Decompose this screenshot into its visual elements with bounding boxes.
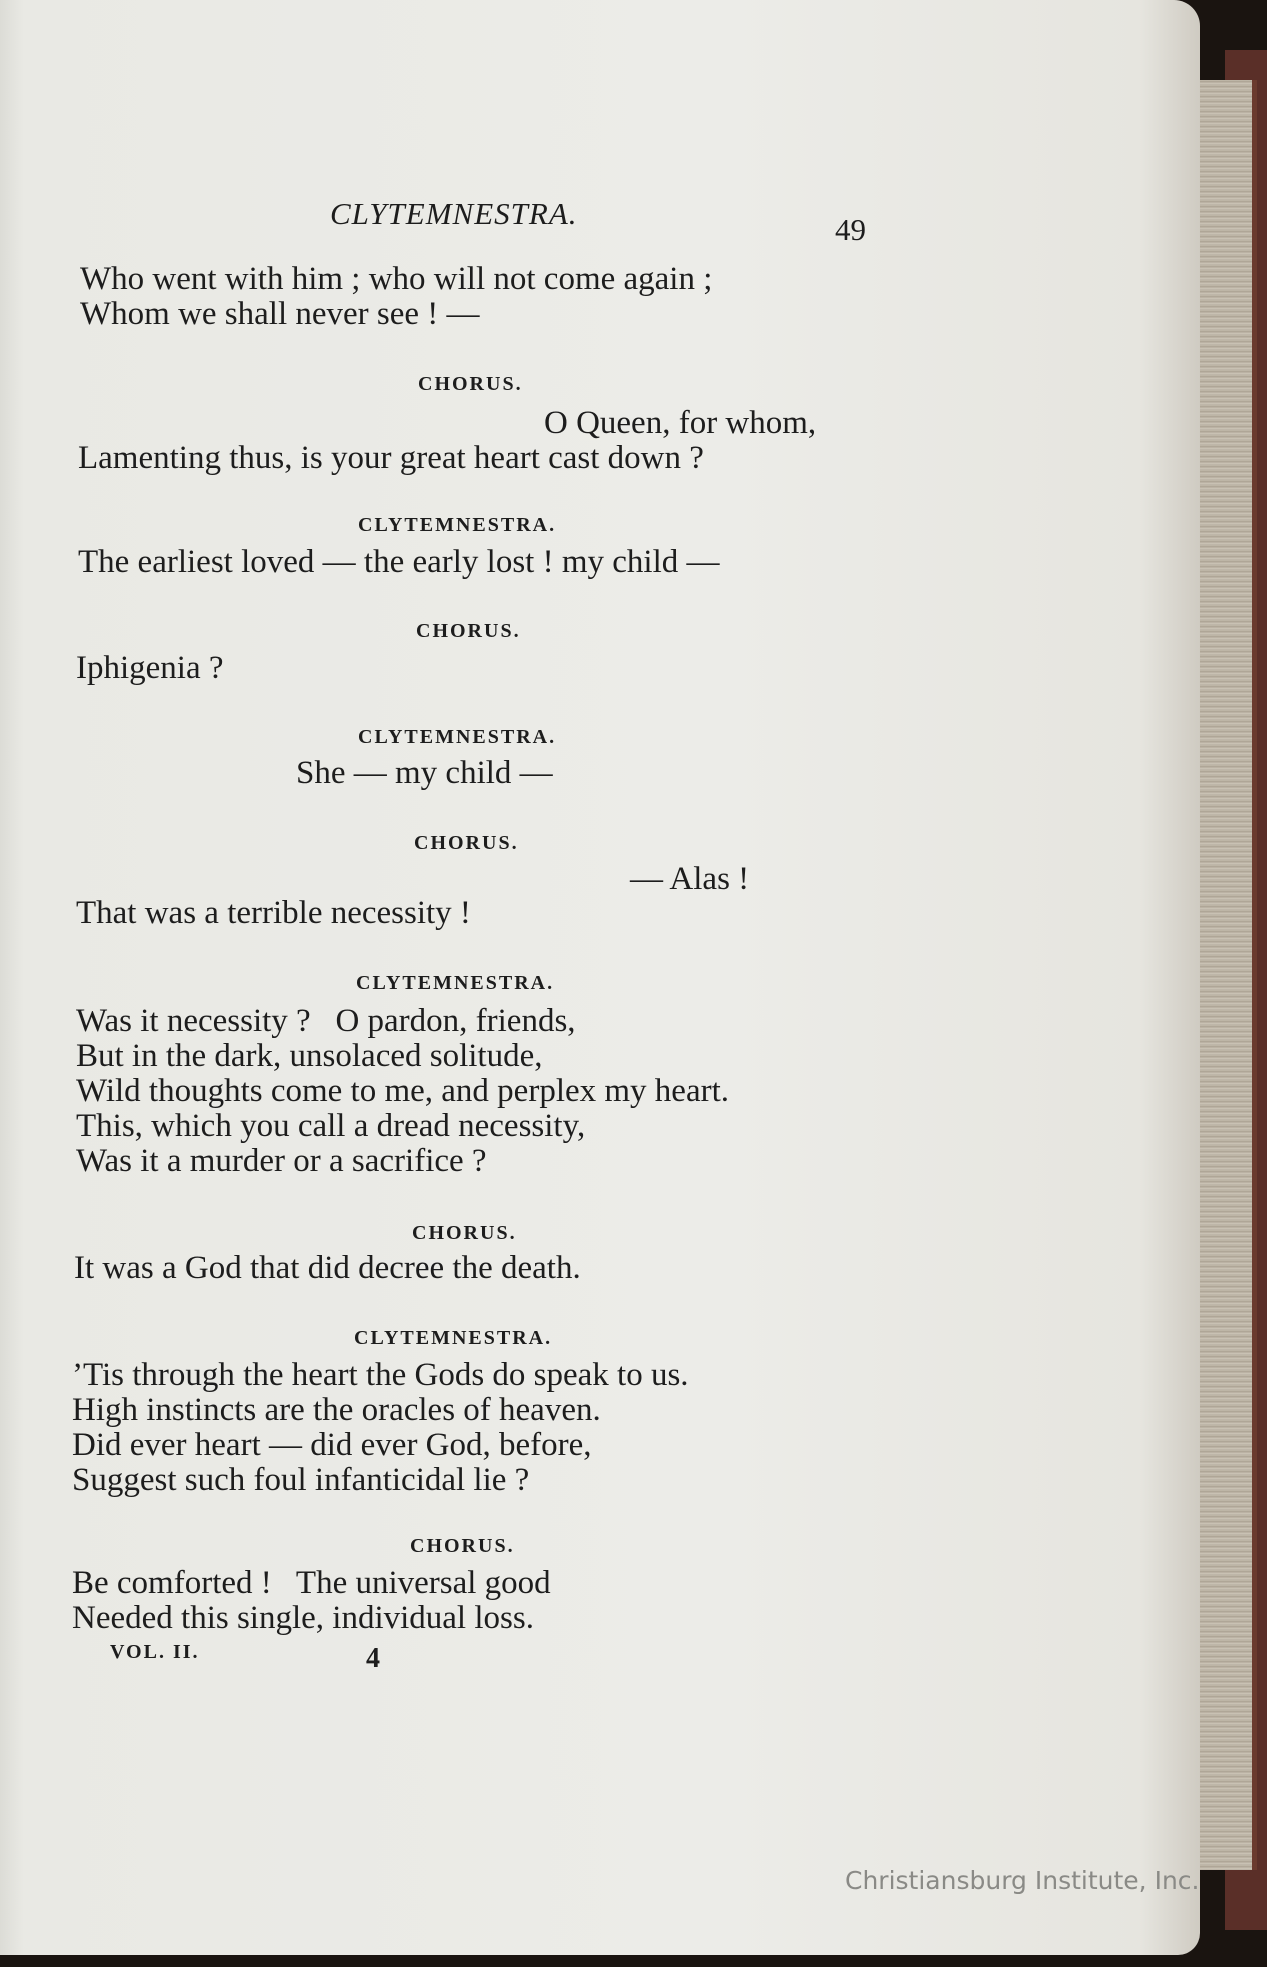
verse-line: Suggest such foul infanticidal lie ?	[72, 1462, 530, 1498]
verse-line: Was it a murder or a sacrifice ?	[76, 1143, 487, 1179]
verse-line: Lamenting thus, is your great heart cast down ?	[78, 440, 704, 476]
speaker-label: CHORUS.	[410, 1535, 515, 1557]
verse-line: O Queen, for whom,	[544, 405, 817, 441]
verse-line: ’Tis through the heart the Gods do speak to us.	[72, 1357, 689, 1393]
speaker-label: CHORUS.	[414, 832, 519, 854]
verse-line: High instincts are the oracles of heaven.	[72, 1392, 601, 1428]
speaker-label: CHORUS.	[416, 620, 521, 642]
verse-line: Wild thoughts come to me, and perplex my heart.	[76, 1073, 730, 1109]
speaker-label: CLYTEMNESTRA.	[356, 972, 555, 994]
verse-line: This, which you call a dread necessity,	[76, 1108, 586, 1144]
watermark: Christiansburg Institute, Inc.	[845, 1866, 1200, 1895]
speaker-label: CHORUS.	[418, 373, 523, 395]
verse-line: But in the dark, unsolaced solitude,	[76, 1038, 543, 1074]
verse-line: Whom we shall never see ! —	[80, 296, 480, 332]
verse-line: It was a God that did decree the death.	[74, 1250, 581, 1286]
verse-line: Did ever heart — did ever God, before,	[72, 1427, 592, 1463]
speaker-label: CLYTEMNESTRA.	[358, 514, 557, 536]
verse-line: Who went with him ; who will not come again ;	[80, 261, 713, 297]
verse-line: She — my child —	[296, 755, 553, 791]
page-edges	[1200, 80, 1257, 1870]
verse-line: Iphigenia ?	[76, 650, 224, 686]
speaker-label: CHORUS.	[412, 1222, 517, 1244]
signature-mark: VOL. II.	[110, 1641, 200, 1663]
speaker-label: CLYTEMNESTRA.	[358, 726, 557, 748]
page-number: 49	[835, 212, 866, 247]
verse-line: Was it necessity ? O pardon, friends,	[76, 1003, 576, 1039]
verse-line: Be comforted ! The universal good	[72, 1565, 551, 1601]
verse-line: — Alas !	[630, 861, 750, 897]
sheet-number: 4	[366, 1643, 380, 1674]
verse-line: That was a terrible necessity !	[76, 895, 471, 931]
speaker-label: CLYTEMNESTRA.	[354, 1327, 553, 1349]
verse-line: The earliest loved — the early lost ! my child —	[78, 544, 720, 580]
verse-line: Needed this single, individual loss.	[72, 1600, 534, 1636]
running-title: CLYTEMNESTRA.	[330, 196, 578, 231]
